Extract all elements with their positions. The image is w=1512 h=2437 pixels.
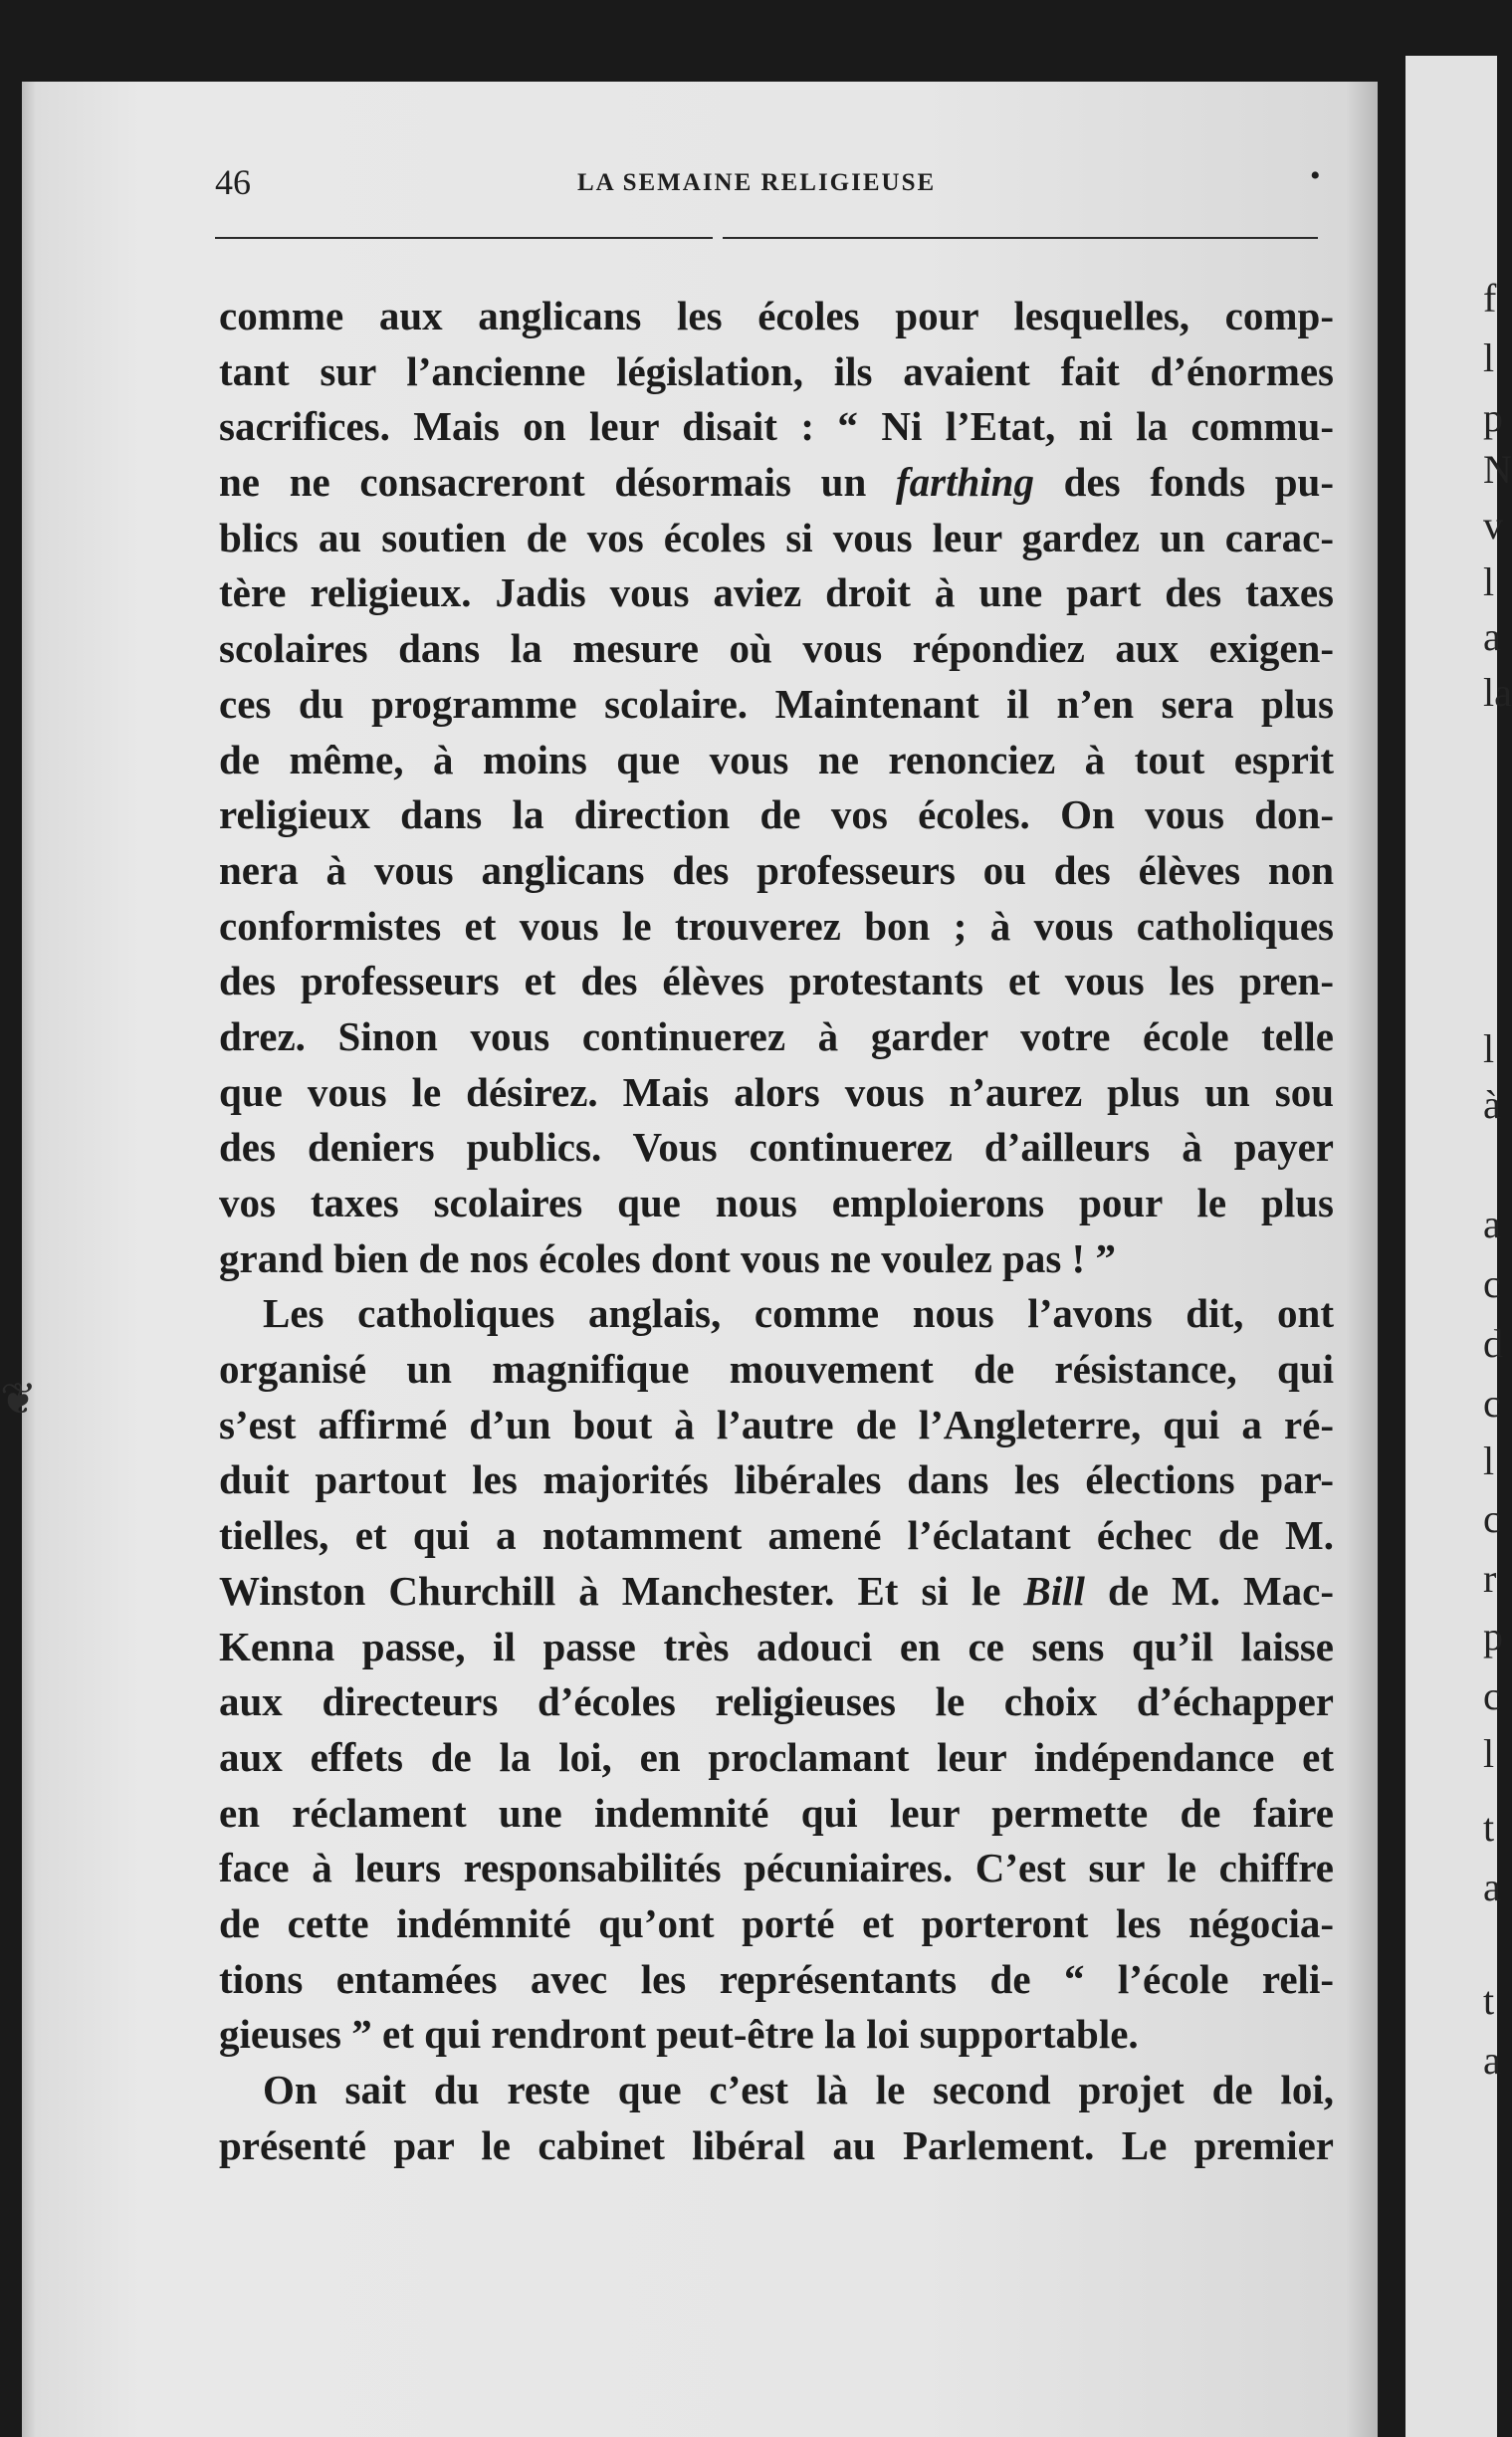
text-line: des deniers publics. Vous continuerez d’ailleurs à payer [219,1124,1334,1171]
text-run: Winston Churchill à Manchester. Et si le [219,1567,1024,1614]
header-rule-right [723,237,1318,239]
text-line: de même, à moins que vous ne renonciez à tout esprit [219,736,1334,782]
body-text [219,289,1334,2173]
text-line: sacrifices. Mais on leur disait : “ Ni l’Etat, ni la commu- [219,403,1334,450]
text-line: comme aux anglicans les écoles pour lesquelles, comp- [219,293,1334,338]
facing-page-glyph: a [1483,1202,1501,1246]
text-run: de M. Mac- [1084,1567,1334,1614]
header-rule-left [215,237,713,239]
text-run: ne ne consacreront désormais un [219,459,896,506]
facing-page-glyph: d [1483,1321,1503,1366]
facing-page-glyph: c [1483,1261,1501,1306]
facing-page-glyph: la [1483,670,1512,715]
text-line: gieuses ” et qui rendront peut-être la loi supportable. [219,2011,1139,2058]
margin-blot-icon: ❦ [0,1375,37,1424]
text-line: en réclament une indemnité qui leur permette de faire [219,1789,1334,1836]
italic-word-farthing: farthing [895,459,1034,506]
text-line: aux effets de la loi, en proclamant leur indépendance et [219,1733,1334,1780]
text-line: Kenna passe, il passe très adouci en ce sens qu’il laisse [219,1623,1334,1669]
facing-page-glyph: l [1483,1731,1495,1776]
text-line: s’est affirmé d’un bout à l’autre de l’Angleterre, qui a ré- [219,1401,1334,1447]
text-line: organisé un magnifique mouvement de résistance, qui [219,1346,1334,1393]
facing-page-glyph: r [1483,1556,1497,1601]
text-line: blics au soutien de vos écoles si vous leur gardez un carac- [219,514,1334,560]
facing-page-glyph: v [1483,503,1503,548]
facing-page-glyph: à [1483,1082,1501,1127]
paragraph-start-line: On sait du reste que c’est là le second projet de loi, [263,2067,1334,2112]
text-line [219,1564,1334,1620]
text-line: de cette indémnité qu’ont porté et porteront les négocia- [219,1899,1334,1946]
page-number: 46 [215,162,251,202]
italic-word-bill: Bill [1023,1567,1085,1614]
facing-page-glyph: t [1483,1805,1495,1850]
facing-page-glyph: t [1483,1978,1495,2023]
facing-page-glyph: a [1483,1865,1501,1909]
page-header [215,159,1330,209]
facing-page-glyph: l [1483,559,1495,604]
facing-page-glyph: l [1483,1026,1495,1071]
header-dot: • [1310,159,1321,192]
text-line: vos taxes scolaires que nous emploierons pour le plus [219,1180,1334,1225]
text-line: présenté par le cabinet libéral au Parlement. Le premier [219,2121,1334,2168]
text-line: duit partout les majorités libérales dans les élections par- [219,1456,1334,1503]
text-line: tant sur l’ancienne législation, ils avaient fait d’énormes [219,347,1334,394]
facing-page-glyph: l [1483,1439,1495,1483]
text-line: des professeurs et des élèves protestants et vous les pren- [219,958,1334,1004]
text-line: que vous le désirez. Mais alors vous n’aurez plus un sou [219,1068,1334,1115]
text-line: religieux dans la direction de vos écoles. On vous don- [219,791,1334,838]
text-line: nera à vous anglicans des professeurs ou des élèves non [219,846,1334,893]
text-line: face à leurs responsabilités pécuniaires. C’est sur le chiffre [219,1845,1334,1891]
facing-page-glyph: a [1483,614,1501,659]
text-line: grand bien de nos écoles dont vous ne voulez pas ! ” [219,1234,1116,1281]
text-line: tions entamées avec les représentants de “ l’école reli- [219,1955,1334,2002]
facing-page-glyph: N [1483,447,1512,492]
facing-page-glyph: c [1483,1496,1501,1541]
paragraph-start-line: Les catholiques anglais, comme nous l’avons dit, ont [263,1290,1334,1337]
text-line: ces du programme scolaire. Maintenant il n’en sera plus [219,680,1334,727]
text-line: scolaires dans la mesure où vous répondiez aux exigen- [219,625,1334,672]
facing-page-glyph: p [1483,1614,1503,1659]
text-line [219,455,1334,511]
text-line: drez. Sinon vous continuerez à garder votre école telle [219,1012,1334,1059]
text-line: conformistes et vous le trouverez bon ; à vous catholiques [219,902,1334,949]
text-line: tère religieux. Jadis vous aviez droit à une part des taxes [219,569,1334,616]
facing-page-glyph: a [1483,2038,1501,2083]
facing-page-glyph: c [1483,1673,1501,1718]
facing-page-glyph: l [1483,335,1495,380]
running-title: LA SEMAINE RELIGIEUSE [577,169,937,196]
facing-page-glyph: c [1483,1381,1501,1426]
text-line: tielles, et qui a notamment amené l’éclatant échec de M. [219,1512,1334,1559]
facing-page-glyph: f [1483,276,1497,321]
text-line: aux directeurs d’écoles religieuses le choix d’échapper [219,1678,1334,1725]
facing-page-glyph: p [1483,395,1503,440]
text-run: des fonds pu- [1033,459,1334,506]
